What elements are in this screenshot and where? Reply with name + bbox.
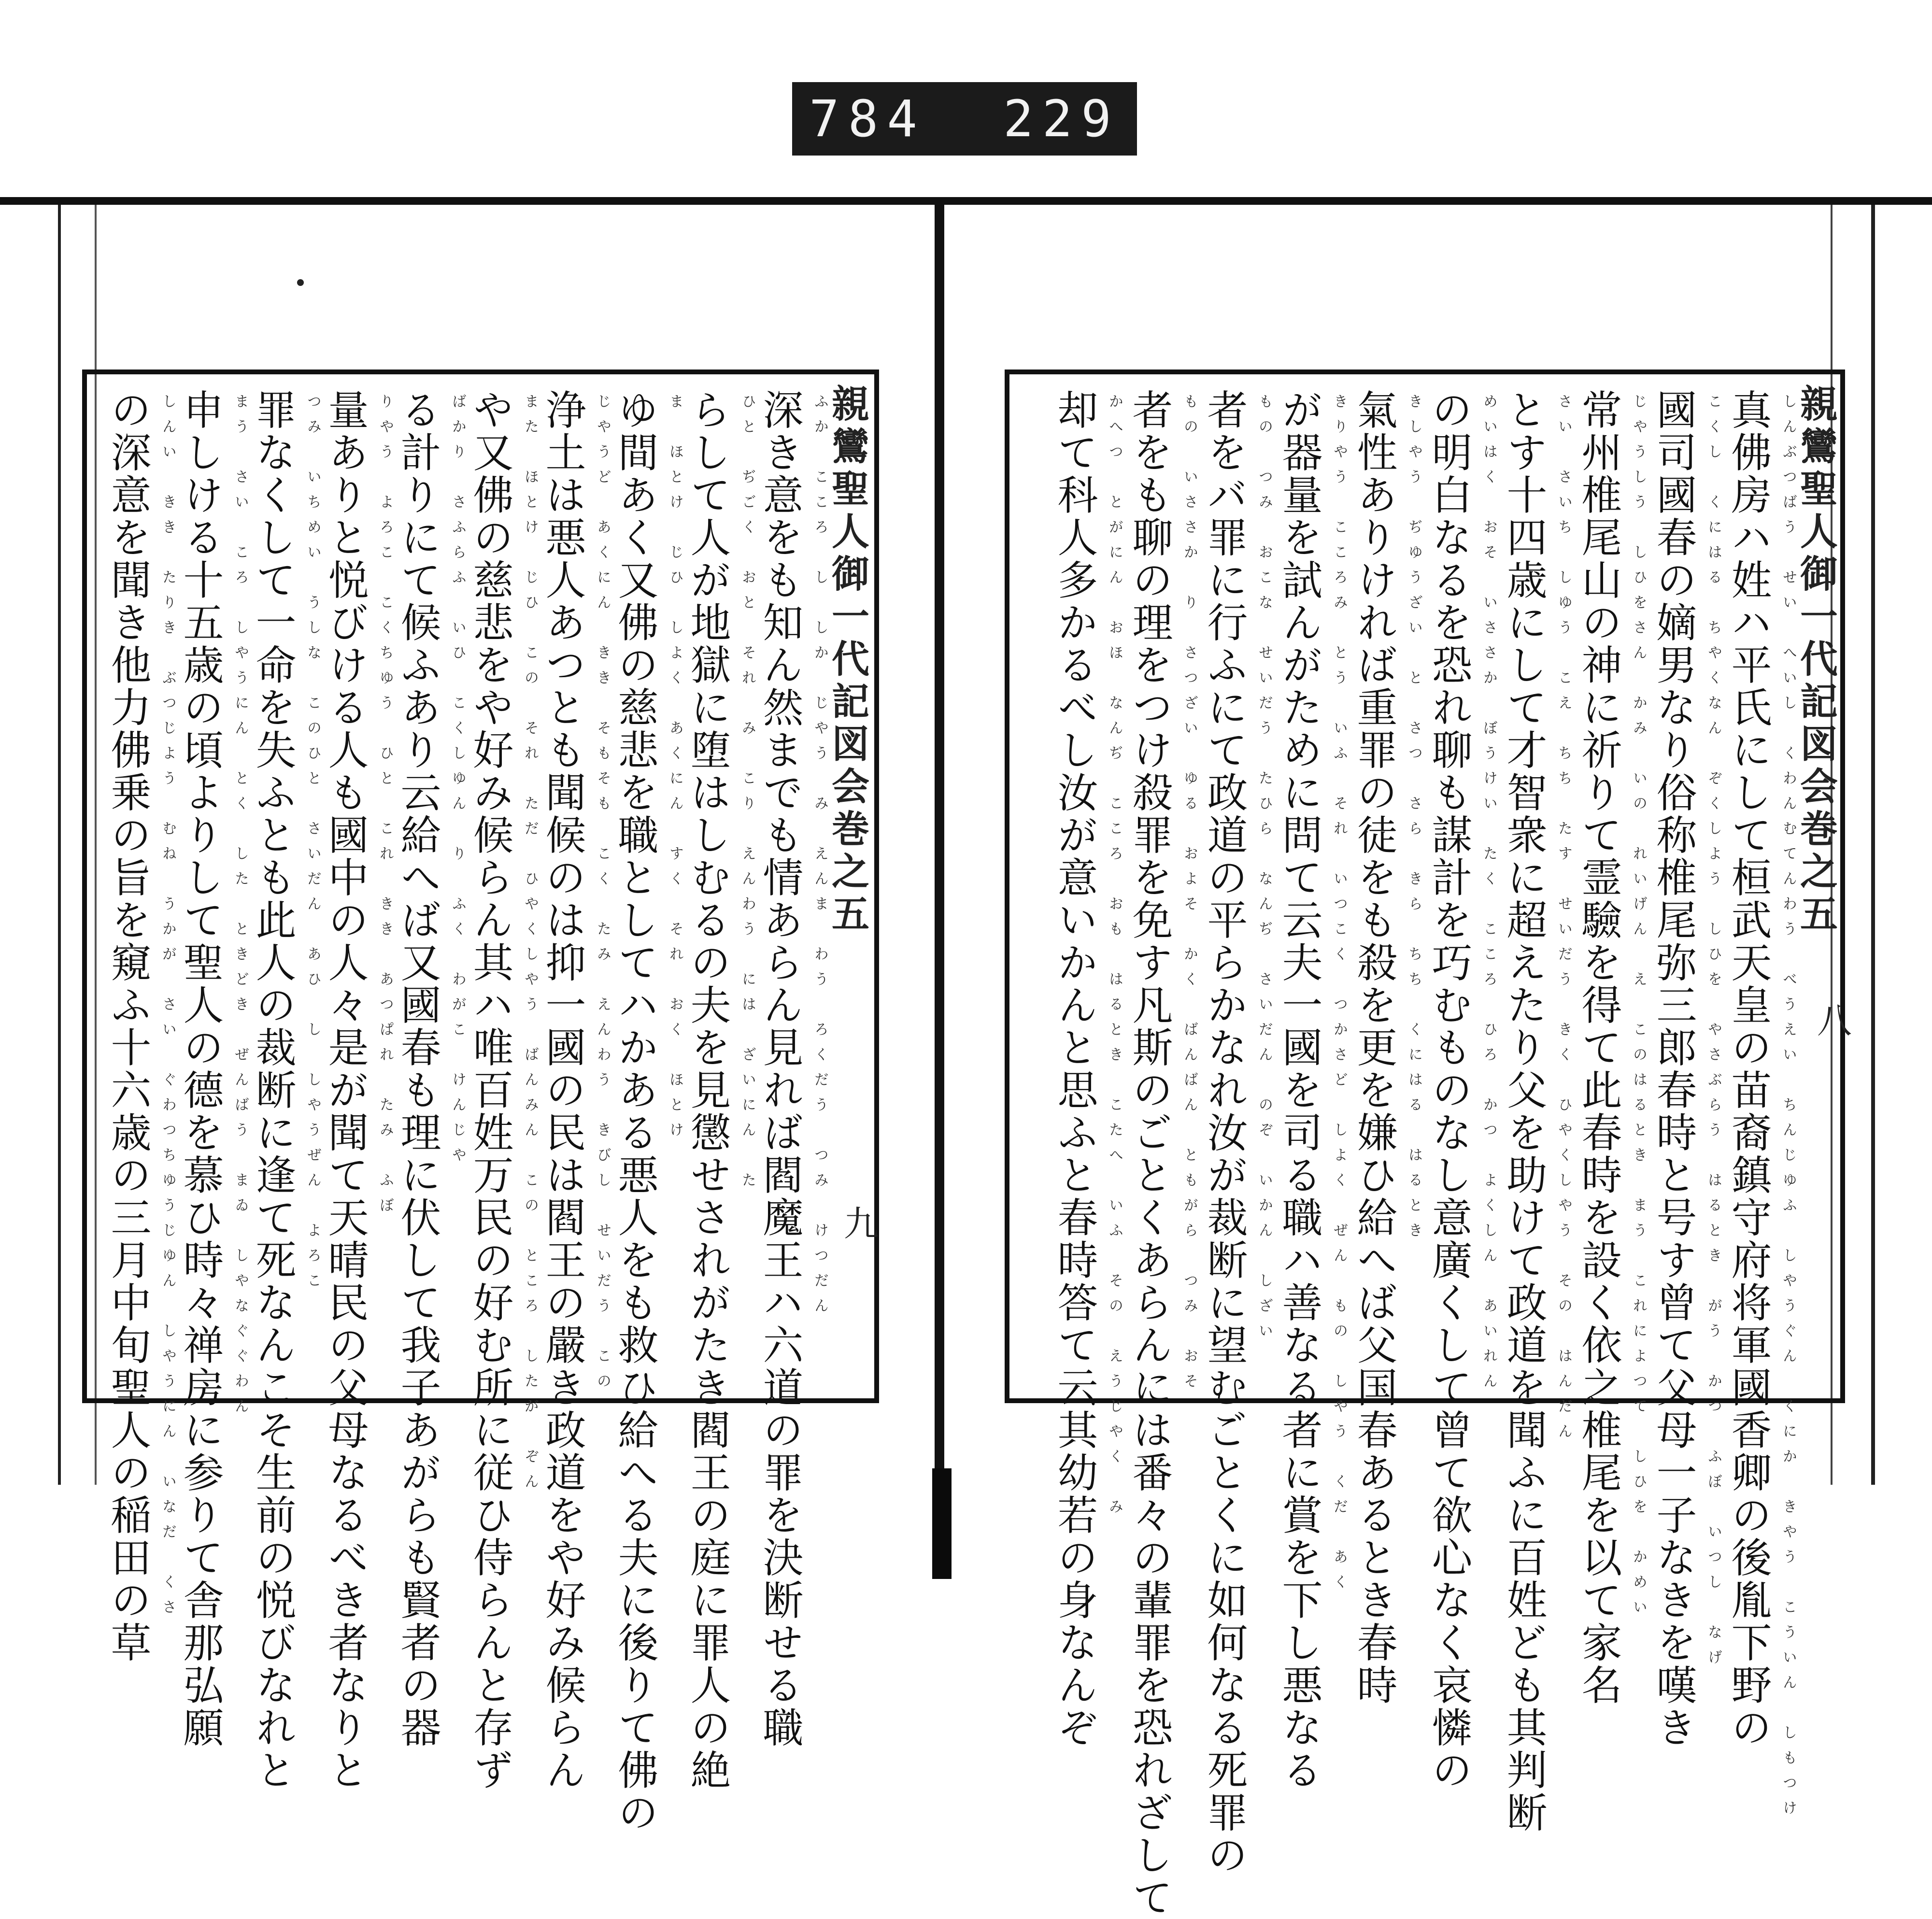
left-text-column-8: 罪なくして一命を失ふとも此人の裁断に逢て死なんこそ生前の悦びなれと [249, 389, 297, 1791]
left-page-frame [82, 370, 879, 1834]
left-ruby-column-8: つみ いちめい うしな このひと さいだん あひ し しやうぜん よろこ [304, 394, 321, 1298]
right-ruby-column-9: もの いささか り さつざい ゆる およそ かく ばんばん ともがら つみ おそ [1181, 394, 1198, 1398]
left-ruby-column-3: ま ほとけ じひ しよく あくにん すく それ おく ほとけ [667, 394, 683, 1147]
right-text-column-10: 却て科人多かるべし汝が意いかんと思ふと春時答て云其幼若の身なんぞ [1051, 389, 1098, 1749]
right-ruby-column-7: きりやう こころみ とう いふ それ いつこく つかさど しよく ぜん もの しやう くだ あく [1331, 394, 1348, 1599]
catalog-number-left: 784 [809, 89, 926, 148]
book-spine-foot [932, 1468, 952, 1579]
left-ruby-column-1: ふか こころ し しか じやう み えんま わう ろくだう つみ けつだん [811, 394, 828, 1323]
right-page-frame [1005, 370, 1852, 1919]
left-text-column-4: 浄土は悪人あつとも聞候のは抑一國の民は閻王の嚴き政道をや好み候らん [539, 389, 586, 1791]
right-page-header: 親鸞聖人御一代記図会巻之五 [1794, 384, 1838, 937]
right-text-column-2: 國司國春の嫡男なり俗称椎尾弥三郎春時と号す曾て父母一子なきを嘆き [1650, 389, 1697, 1749]
left-text-column-5: や又佛の慈悲をや好み候らん其ハ唯百姓万民の好む所に従ひ侍らんと存ず [467, 389, 514, 1791]
right-ruby-column-10: かへつ とがにん おほ なんぢ こころ おも はるとき こたへ いふ その えうじやく み [1106, 394, 1123, 1524]
right-text-column-5: の明白なるを恐れ聊も謀計を巧むものなし意廣くして曾て欲心なく哀憐の [1425, 389, 1473, 1791]
left-page-header: 親鸞聖人御一代記図会巻之五 [825, 384, 869, 937]
right-ruby-column-5: めいはく おそ いささか ぼうけい たく こころ ひろ かつ よくしん あいれん [1480, 394, 1497, 1398]
left-ruby-column-2: ひと ぢごく おと それ み こり えんわう には ざいにん た [739, 394, 756, 1197]
binding-top-edge [0, 197, 1932, 205]
left-text-column-1: 深き意をも知ん然までも情あらん見れば閻魔王ハ六道の罪を決断せる職 [756, 389, 804, 1749]
catalog-number-right: 229 [1003, 89, 1120, 148]
left-ruby-column-5: また ほとけ じひ この それ ただ ひやくしやう ばんみん この ところ したが ぞん [522, 394, 539, 1499]
left-ruby-column-6: ばかり さふらふ いひ こくしゆん り ふく わがこ けんじや [449, 394, 466, 1172]
catalog-label [792, 82, 1137, 156]
right-ruby-column-3: じやうしう しひをさん かみ いの れいげん え このはるとき まう これによつて しひを かめい [1630, 394, 1647, 1624]
right-text-column-3: 常州椎尾山の神に祈りて霊驗を得て此春時を設く依之椎尾を以て家名 [1575, 389, 1622, 1706]
right-text-column-9: 者をも聊の理をつけ殺罪を免す凡斯のごとくあらんには番々の輩罪を恐れざして [1126, 389, 1173, 1919]
book-spine [935, 203, 944, 1579]
right-text-column-8: 者をバ罪に行ふにて政道の平らかなれ汝が裁断に望むごとくに如何なる死罪の [1201, 389, 1248, 1876]
right-ruby-column-2: こくし くにはる ちやくなん ぞくしよう しひを やさぶらう はるとき がう かつ ふぼ いつし なげ [1705, 394, 1722, 1675]
right-ruby-column-4: さい さいち しゆう こえ ちち たす せいだう きく ひやくしやう その はんだん [1555, 394, 1572, 1449]
right-ruby-column-8: もの つみ おこな せいだう たひら なんぢ さいだん のぞ いかん しざい [1256, 394, 1273, 1348]
left-text-column-6: る計りにて候ふあり云給へば又國春も理に伏して我子あがらも賢者の器 [394, 389, 441, 1749]
left-text-column-10: の深意を聞き他力佛乗の旨を窺ふ十六歳の三月中旬聖人の稲田の草 [104, 389, 152, 1664]
left-ruby-column-9: まう さい ころ しやうにん とく した ときどき ぜんばう まゐ しやなぐぐわん [232, 394, 249, 1423]
left-ruby-column-7: りやう よろこ こくちゆう ひと これ きき あつぱれ たみ ふぼ [377, 394, 394, 1222]
right-text-column-1: 真佛房ハ姓ハ平氏にして桓武天皇の苗裔鎮守府将軍國香卿の後胤下野の [1725, 389, 1772, 1749]
right-ruby-column-6: きしやう ぢゆうざい と さつ さら きら ちち くにはる はるとき [1406, 394, 1422, 1248]
left-ruby-column-4: じやうど あくにん きき そもそも こく たみ えんわう きびし せいだう この [594, 394, 611, 1398]
right-text-column-6: 氣性ありければ重罪の徒をも殺を更を嫌ひ給へば父国春あるとき春時 [1350, 389, 1398, 1706]
left-text-column-9: 申しける十五歳の頃よりして聖人の德を慕ひ時々禅房に参りて舎那弘願 [177, 389, 224, 1749]
right-text-column-4: とす十四歳にして才智衆に超えたり父を助けて政道を聞ふに百姓ども其判断 [1500, 389, 1548, 1834]
left-text-column-3: ゆ間あく又佛の慈悲を職としてハかある悪人をも救ひ給へる夫に後りて佛の [611, 389, 659, 1834]
left-page-number: 九 [838, 1205, 879, 1240]
ink-speck [297, 279, 304, 286]
right-text-column-7: が器量を試んがために問て云夫一國を司る職ハ善なる者に賞を下し悪なる [1276, 389, 1323, 1791]
left-ruby-column-10: しんい きき たりき ぶつじよう むね うかが さい ぐわつちゆうじゆん しやうにん いなだ くさ [159, 394, 176, 1624]
left-text-column-7: 量ありと悦びける人も國中の人々是が聞て天晴民の父母なるべき者なりと [322, 389, 369, 1791]
right-page-number: 八 [1811, 1002, 1852, 1037]
left-text-column-2: らして人が地獄に堕はしむるの夫を見懲せされがたき閻王の庭に罪人の絶 [684, 389, 731, 1791]
right-ruby-column-1: しんぶつばう せい へいし くわんむてんわう べうえい ちんじゆふ しやうぐん くにか きやう こういん しもつけ [1780, 394, 1797, 1825]
